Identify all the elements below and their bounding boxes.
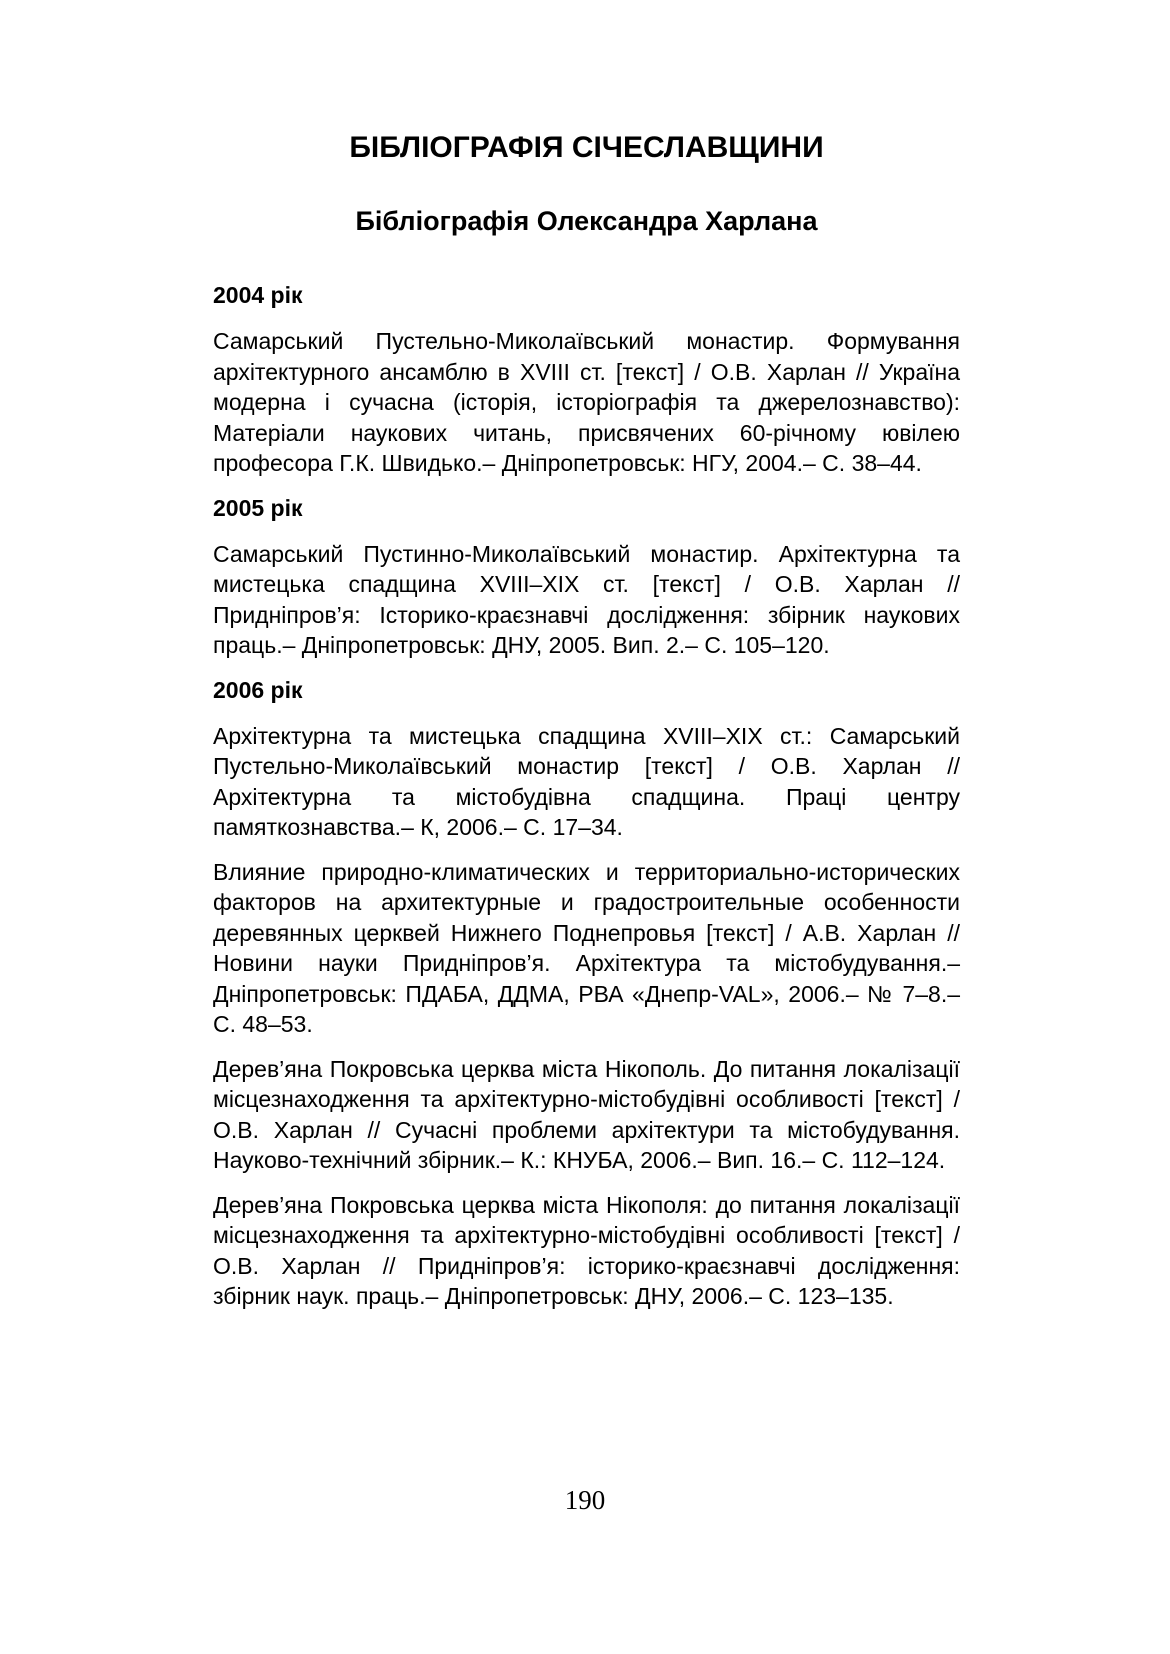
year-heading: 2005 рік <box>213 494 303 521</box>
bibliography-entry: Архітектурна та мистецька спадщина XVIII–XIX ст.: Самарський Пустельно-Миколаївський монастир [текст] / О.В. Харлан // Архітектурна та містобудівна спадщина. Праці центру памяткознавства.– К, 2006.– С. 17–34. <box>213 722 960 840</box>
page-title: БІБЛІОГРАФІЯ СІЧЕСЛАВЩИНИ <box>349 131 824 164</box>
section-2005 <box>213 493 960 661</box>
bibliography-entry: Влияние природно-климатических и территориально-исторических факторов на архитектурные и градостроительные особенности деревянных церквей Нижнего Поднепровья [текст] / А.В. Харлан // Новини науки Придніпров’я. Архітектура та містобудування.– Дніпропетровськ: ПДАБА, ДДМА, РВА «Днепр-VAL», 2006.– № 7–8.– С. 48–53. <box>213 858 960 1037</box>
year-heading: 2006 рік <box>213 676 303 703</box>
section-2004 <box>213 280 960 479</box>
page-number: 190 <box>564 1485 606 1515</box>
section-2006 <box>213 675 960 1312</box>
page-subtitle: Бібліографія Олександра Харлана <box>355 206 818 236</box>
year-heading: 2004 рік <box>213 282 303 308</box>
bibliography-entry: Самарський Пустинно-Миколаївський монастир. Архітектурна та мистецька спадщина XVIII–XIX ст. [текст] / О.В. Харлан // Придніпров’я: Історико-краєзнавчі дослідження: збірник наукових праць.– Дніпропетровськ: ДНУ, 2005. Вип. 2.– С. 105–120. <box>213 540 960 658</box>
bibliography-entry: Дерев’яна Покровська церква міста Нікополя: до питання локалізації місцезнаходження та архітектурно-містобудівні особливості [текст] / О.В. Харлан // Придніпров’я: історико-краєзнавчі дослідження: збірник наук. праць.– Дніпропетровськ: ДНУ, 2006.– С. 123–135. <box>213 1191 960 1309</box>
bibliography-entry: Самарський Пустельно-Миколаївський монастир. Формування архітектурного ансамблю в XVIII ст. [текст] / О.В. Харлан // Україна модерна і сучасна (історія, історіографія та джерелознавство): Матеріали наукових читань, присвячених 60-річному ювілею професора Г.К. Швидько.– Дніпропетровськ: НГУ, 2004.– С. 38–44. <box>213 328 960 476</box>
page-body <box>213 130 960 1326</box>
bibliography-entry: Дерев’яна Покровська церква міста Нікополь. До питання локалізації місцезнаходження та архітектурно-містобудівні особливості [текст] / О.В. Харлан // Сучасні проблеми архітектури та містобудування. Науково-технічний збірник.– К.: КНУБА, 2006.– Вип. 16.– С. 112–124. <box>213 1055 960 1173</box>
